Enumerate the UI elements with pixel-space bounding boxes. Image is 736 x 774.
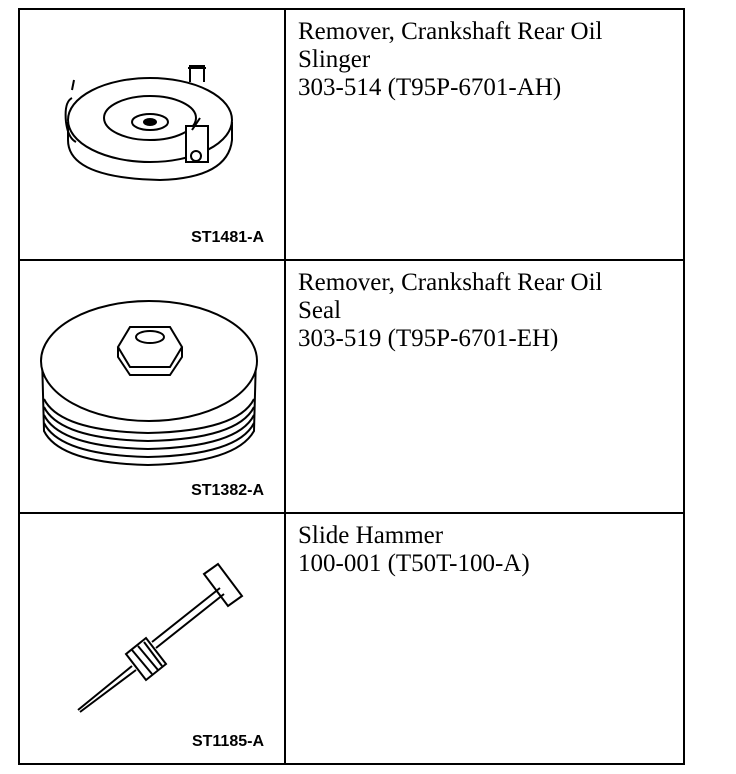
- tool-image-cell: [19, 260, 285, 513]
- tool-number: 100-001 (T50T-100-A): [298, 550, 530, 577]
- tool-name-line: Slide Hammer: [298, 522, 444, 549]
- tool-name-line: Remover, Crankshaft Rear Oil: [298, 269, 603, 296]
- figure-code: ST1185-A: [191, 733, 264, 750]
- tool-number: 303-519 (T95P-6701-EH): [298, 325, 559, 352]
- special-tools-table: [18, 8, 685, 765]
- tool-description-cell: [285, 513, 684, 764]
- tool-image-cell: [19, 9, 285, 260]
- tool-name-line: Remover, Crankshaft Rear Oil: [298, 18, 603, 45]
- tool-image-cell: [19, 513, 285, 764]
- tool-number: 303-514 (T95P-6701-AH): [298, 74, 562, 101]
- tool-row: [19, 513, 684, 764]
- figure-code: ST1382-A: [191, 482, 264, 499]
- tool-name-line: Slinger: [298, 46, 371, 73]
- tool-row: [19, 9, 684, 260]
- tool-row: [19, 260, 684, 513]
- slinger-remover-icon: [20, 10, 284, 261]
- figure-code: ST1481-A: [191, 229, 264, 246]
- seal-remover-icon: [20, 261, 284, 514]
- slide-hammer-icon: [20, 514, 284, 765]
- tool-description-cell: [285, 9, 684, 260]
- tool-description-cell: [285, 260, 684, 513]
- tool-name-line: Seal: [298, 297, 342, 324]
